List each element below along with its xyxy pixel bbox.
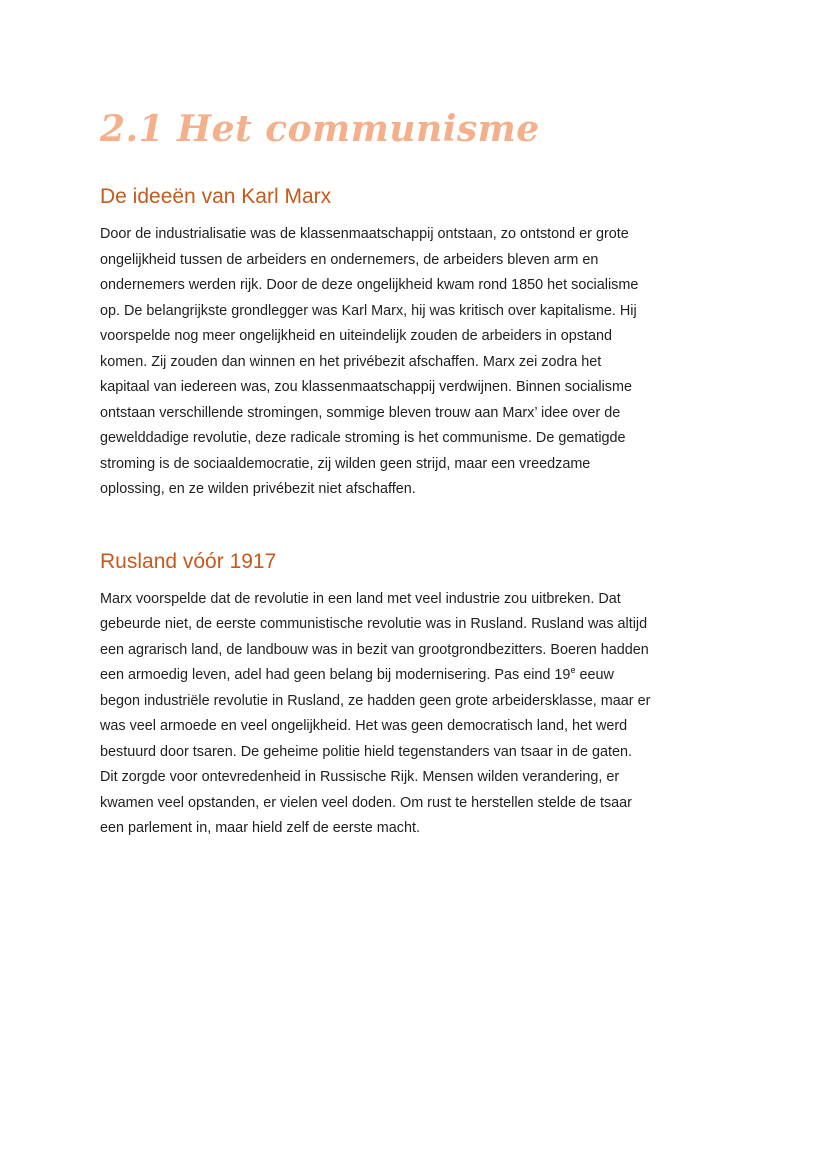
text-line: kwamen veel opstanden, er vielen veel doden. Om rust te herstellen stelde de tsaar <box>100 794 632 811</box>
text-line: bestuurd door tsaren. De geheime politie hield tegenstanders van tsaar in de gaten. <box>100 743 632 760</box>
text-line: op. De belangrijkste grondlegger was Karl Marx, hij was kritisch over kapitalisme. Hij <box>100 302 637 319</box>
text-line: Marx voorspelde dat de revolutie in een land met veel industrie zou uitbreken. Dat <box>100 590 621 607</box>
text-line-end: eeuw <box>575 667 614 683</box>
text-line: was veel armoede en veel ongelijkheid. Het was geen democratisch land, het werd <box>100 718 628 734</box>
text-line: gebeurde niet, de eerste communistische revolutie was in Rusland. Rusland was altijd <box>100 616 648 632</box>
text-line: stroming is de sociaaldemocratie, zij wilden geen strijd, maar een vreedzame <box>100 455 591 472</box>
paragraph-marx <box>100 222 740 503</box>
text-line: oplossing, en ze wilden privébezit niet afschaffen. <box>100 481 416 497</box>
section-heading-rusland: Rusland vóór 1917 <box>100 549 277 573</box>
text-line: ontstaan verschillende stromingen, sommige bleven trouw aan Marx’ idee over de <box>100 404 621 421</box>
text-line: begon industriële revolutie in Rusland, ze hadden geen grote arbeidersklasse, maar er <box>100 692 651 709</box>
text-line: een parlement in, maar hield zelf de eerste macht. <box>100 820 420 836</box>
text-line: Dit zorgde voor ontevredenheid in Russische Rijk. Mensen wilden verandering, er <box>100 769 620 785</box>
text-line-with-superscript <box>100 663 740 689</box>
text-line: ongelijkheid tussen de arbeiders en ondernemers, de arbeiders bleven arm en <box>100 251 599 268</box>
section-heading-marx: De ideeën van Karl Marx <box>100 185 332 208</box>
text-line: voorspelde nog meer ongelijkheid en uiteindelijk zouden de arbeiders in opstand <box>100 328 613 344</box>
text-line-start: een armoedig leven, adel had geen belang bij modernisering. Pas eind 19 <box>100 667 571 683</box>
paragraph-rusland <box>100 587 740 842</box>
text-line: gewelddadige revolutie, deze radicale stroming is het communisme. De gematigde <box>100 430 626 446</box>
text-line: een agrarisch land, de landbouw was in bezit van grootgrondbezitters. Boeren hadden <box>100 641 649 658</box>
text-line: Door de industrialisatie was de klassenmaatschappij ontstaan, zo ontstond er grote <box>100 226 629 242</box>
text-line: komen. Zij zouden dan winnen en het privébezit afschaffen. Marx zei zodra het <box>100 353 602 370</box>
chapter-title: 2.1 Het communisme <box>100 108 540 150</box>
superscript: e <box>570 665 576 676</box>
text-line: kapitaal van iedereen was, zou klassenmaatschappij verdwijnen. Binnen socialisme <box>100 379 632 395</box>
text-line: ondernemers werden rijk. Door de deze ongelijkheid kwam rond 1850 het socialisme <box>100 277 639 293</box>
